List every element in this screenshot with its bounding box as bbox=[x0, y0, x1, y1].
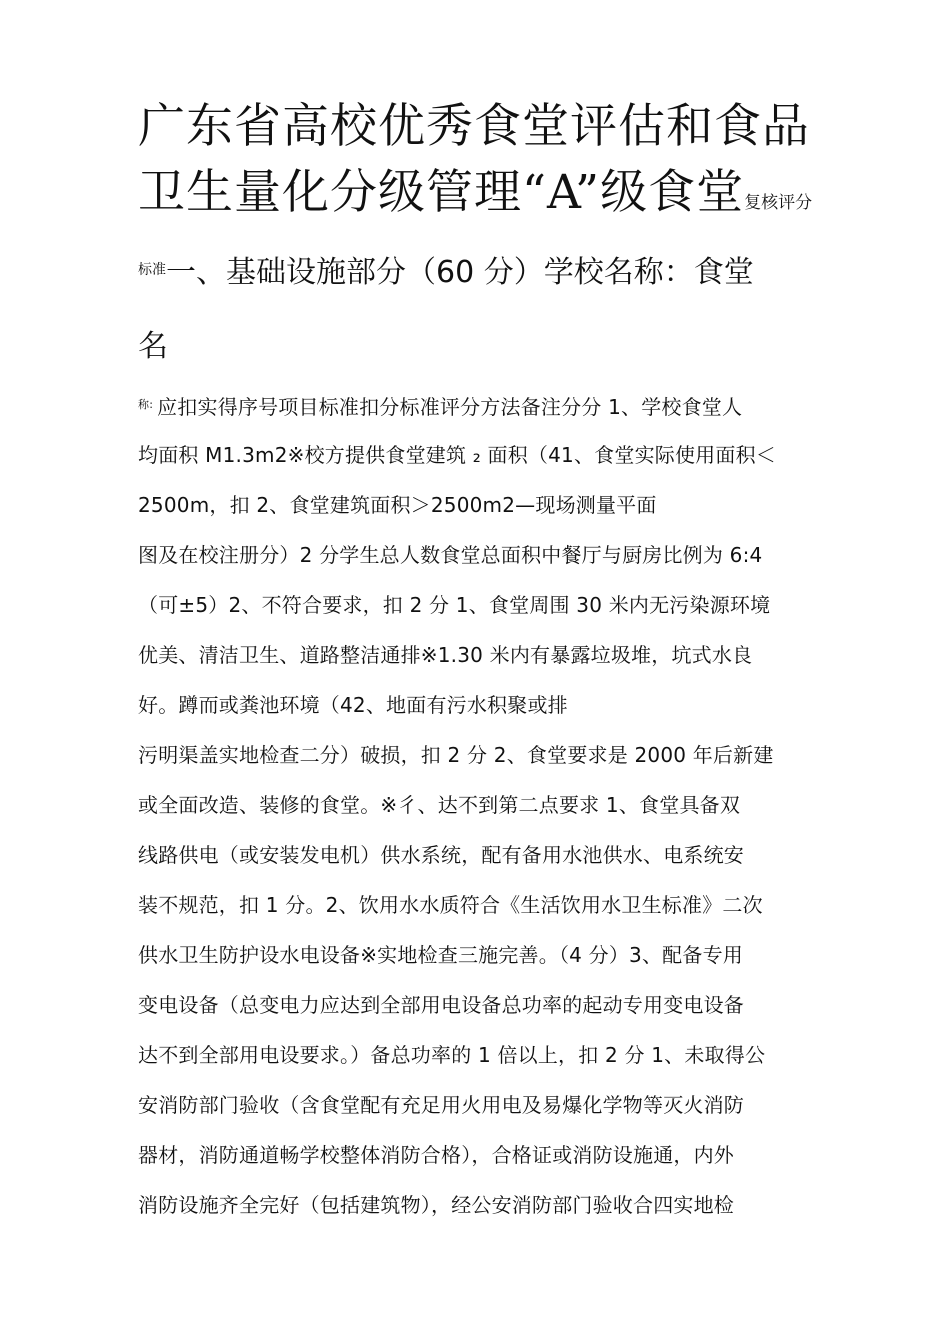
body-line bbox=[138, 1141, 824, 1169]
body-line-text: 器材，消防通道畅学校整体消防合格），合格证或消防设施通，内外 bbox=[138, 1143, 734, 1167]
body-line-text: 优美、清洁卫生、道路整洁通排※1.30 米内有暴露垃圾堆，坑式水良 bbox=[138, 643, 753, 667]
body-line bbox=[138, 841, 824, 869]
body-line bbox=[138, 591, 824, 619]
body-line-text: 均面积 M1.3m2※校方提供食堂建筑 ₂ 面积（41、食堂实际使用面积＜ bbox=[138, 443, 776, 467]
body-line-text: 变电设备（总变电力应达到全部用电设备总功率的起动专用变电设备 bbox=[138, 993, 744, 1017]
body-line bbox=[138, 691, 824, 719]
body-line bbox=[138, 441, 824, 469]
body-text bbox=[138, 391, 824, 1219]
body-line-text: 污明渠盖实地检查二分）破损，扣 2 分 2、食堂要求是 2000 年后新建 bbox=[138, 743, 774, 767]
body-line-text: 好。蹲而或粪池环境（42、地面有污水积聚或排 bbox=[138, 693, 568, 717]
section-heading-text: 一、基础设施部分（60 分）学校名称：食堂 bbox=[166, 255, 754, 290]
title-part-c: 级食堂 bbox=[600, 165, 745, 220]
document-title-line-2 bbox=[138, 162, 824, 234]
title-part-quote: “A” bbox=[522, 165, 601, 220]
body-line-text: 安消防部门验收（含食堂配有充足用火用电及易爆化学物等灭火消防 bbox=[138, 1093, 744, 1117]
body-line bbox=[138, 641, 824, 669]
body-line bbox=[138, 941, 824, 969]
body-line bbox=[138, 741, 824, 769]
body-line-text: 图及在校注册分）2 分学生总人数食堂总面积中餐厅与厨房比例为 6:4 bbox=[138, 543, 763, 567]
body-line bbox=[138, 891, 824, 919]
body-line-text: （可±5）2、不符合要求，扣 2 分 1、食堂周围 30 米内无污染源环境 bbox=[138, 593, 771, 617]
document-title-line-1: 广东省高校优秀食堂评估和食品 bbox=[138, 99, 810, 154]
section-heading bbox=[138, 250, 824, 367]
body-line bbox=[138, 491, 824, 519]
body-line bbox=[138, 391, 824, 419]
section-heading-line-2: 名 bbox=[138, 329, 168, 364]
body-line-text: 应扣实得序号项目标准扣分标准评分方法备注分分 1、学校食堂人 bbox=[157, 395, 743, 419]
title-part-a: 卫生量化分级管理 bbox=[138, 165, 522, 220]
body-line-text: 线路供电（或安装发电机）供水系统，配有备用水池供水、电系统安 bbox=[138, 843, 744, 867]
body-line-text: 达不到全部用电设要求。）备总功率的 1 倍以上，扣 2 分 1、未取得公 bbox=[138, 1043, 766, 1067]
section-heading-line-1 bbox=[138, 250, 824, 293]
body-line-text: 装不规范，扣 1 分。2、饮用水水质符合《生活饮用水卫生标准》二次 bbox=[138, 893, 763, 917]
document-page bbox=[138, 96, 824, 1241]
body-line-text: 供水卫生防护设水电设备※实地检查三施完善。（4 分）3、配备专用 bbox=[138, 943, 743, 967]
body-line bbox=[138, 1091, 824, 1119]
body-line-text: 2500m，扣 2、食堂建筑面积＞2500m2—现场测量平面 bbox=[138, 493, 657, 517]
body-line bbox=[138, 991, 824, 1019]
body-line bbox=[138, 541, 824, 569]
body-line-text: 消防设施齐全完好（包括建筑物），经公安消防部门验收合四实地检 bbox=[138, 1193, 734, 1217]
section-heading-small-prefix: 标准 bbox=[138, 262, 166, 278]
body-line bbox=[138, 1041, 824, 1069]
body-small-prefix: 称: bbox=[138, 398, 154, 411]
title-suffix-small: 复核评分 bbox=[744, 193, 813, 213]
body-line bbox=[138, 791, 824, 819]
body-line-text: 或全面改造、装修的食堂。※彳、达不到第二点要求 1、食堂具备双 bbox=[138, 793, 741, 817]
body-line bbox=[138, 1191, 824, 1219]
